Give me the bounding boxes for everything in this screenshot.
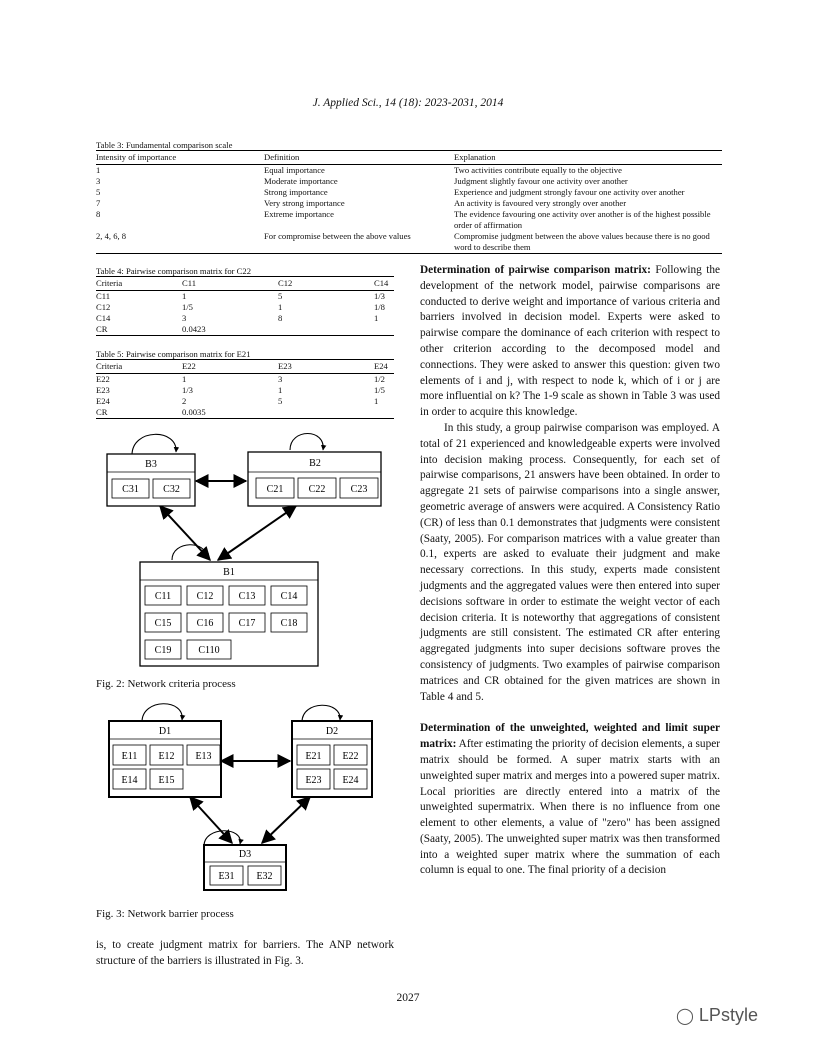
paragraph-text: Following the development of the network model, pairwise comparisons are conducted to derive weight and importance of various criteria and barriers involved in decision model. Experts were asked to pairwise compare the dominance of each criterion with respect to other criterion according to the decomposed model and connections. They were asked to answer this question: given two elements of i and j, with respect to node k, which of i or j are more influential on k? The 1-9 scale as shown in Table 3 was used in order to acquire this knowledge. — [420, 264, 720, 419]
node-item: C15 — [154, 618, 172, 629]
node-title: D3 — [238, 849, 252, 860]
table-cell: 1 — [182, 374, 187, 384]
table-cell: 2 — [182, 396, 187, 406]
table-cell: 5 — [278, 291, 283, 301]
table-cell: 1/2 — [374, 374, 385, 384]
watermark — [676, 1005, 758, 1026]
table-cell: 3 — [278, 374, 283, 384]
figure-3-diagram — [96, 700, 396, 900]
table-row — [96, 165, 722, 177]
table-cell: Experience and judgment strongly favour one activity over another — [454, 187, 685, 197]
table-row — [96, 396, 394, 407]
table-5-caption: Table 5: Pairwise comparison matrix for E21 — [96, 349, 251, 359]
table-4-header: C14 — [374, 277, 394, 291]
table-row — [96, 302, 394, 313]
table-cell: 1 — [182, 291, 187, 301]
table-cell: C11 — [96, 291, 111, 301]
node-item: C12 — [196, 591, 214, 602]
node-item: E31 — [218, 871, 235, 882]
self-loop-arrow — [132, 434, 176, 455]
table-4-caption: Table 4: Pairwise comparison matrix for C22 — [96, 266, 252, 276]
table-3-header: Explanation — [454, 151, 722, 165]
chat-bubble-icon: ◯ — [676, 1008, 694, 1025]
table-5-header: E22 — [182, 360, 278, 374]
table-cell: 5 — [278, 396, 283, 406]
figure-2-caption: Fig. 2: Network criteria process — [96, 678, 236, 690]
node-item: C32 — [163, 484, 180, 495]
arrow-b2-b1 — [218, 506, 296, 560]
table-cell: 1 — [374, 313, 379, 323]
self-loop-arrow — [142, 704, 182, 722]
table-3-caption: Table 3: Fundamental comparison scale — [96, 140, 233, 150]
table-cell: 1/3 — [374, 291, 385, 301]
table-cell: Compromise judgment between the above values because there is no good word to describe them — [454, 231, 722, 254]
table-row — [96, 231, 722, 254]
table-cell: CR — [96, 407, 182, 419]
node-item: C23 — [350, 484, 368, 495]
table-cell: 1 — [278, 385, 283, 395]
node-item: C11 — [154, 591, 172, 602]
table-cell: 7 — [96, 198, 101, 208]
table-cell: E24 — [96, 396, 110, 406]
node-item: C21 — [266, 484, 284, 495]
node-title: B3 — [145, 459, 157, 470]
node-item: C18 — [280, 618, 298, 629]
node-item: E15 — [158, 775, 175, 786]
table-cell: Strong importance — [264, 187, 328, 197]
node-item: E14 — [121, 775, 138, 786]
paragraph: is, to create judgment matrix for barriers. The ANP network structure of the barriers is illustrated in Fig. 3. — [96, 939, 394, 967]
table-cell: 1/5 — [374, 385, 385, 395]
node-item: E12 — [158, 751, 175, 762]
table-5 — [96, 349, 394, 419]
table-cell: 8 — [278, 313, 283, 323]
table-cell — [278, 324, 374, 336]
left-column-text — [96, 938, 394, 970]
arrow-d2-d3 — [262, 797, 310, 843]
node-b1 — [140, 562, 318, 666]
self-loop-arrow — [290, 434, 323, 451]
table-cell: 3 — [182, 313, 187, 323]
node-item: C110 — [198, 645, 220, 656]
node-item: E23 — [305, 775, 322, 786]
watermark-text: LPstyle — [698, 1005, 758, 1025]
node-d3 — [204, 845, 286, 890]
node-item: E24 — [342, 775, 359, 786]
node-item: C22 — [308, 484, 326, 495]
paragraph — [420, 263, 720, 421]
table-cell: Judgment slightly favour one activity over another — [454, 176, 628, 186]
figure-2-diagram — [96, 430, 396, 670]
table-5-header: Criteria — [96, 360, 182, 374]
table-cell: 1 — [374, 396, 379, 406]
section-heading: Determination of pairwise comparison matrix: — [420, 264, 651, 276]
table-cell: 1/3 — [182, 385, 193, 395]
table-4-header: Criteria — [96, 277, 182, 291]
table-5-header: E23 — [278, 360, 374, 374]
table-cell: Extreme importance — [264, 209, 334, 219]
table-row — [96, 209, 722, 231]
node-b3 — [107, 454, 195, 506]
node-b2 — [248, 452, 381, 506]
table-cell: E22 — [96, 374, 110, 384]
self-loop-arrow — [302, 705, 340, 722]
table-cell: The evidence favouring one activity over another is of the highest possible order of affirmation — [454, 209, 711, 230]
table-cell — [278, 407, 374, 419]
table-row — [96, 313, 394, 324]
node-item: C13 — [238, 591, 256, 602]
paragraph — [420, 721, 720, 879]
node-title: B1 — [223, 567, 235, 578]
node-item: C19 — [154, 645, 172, 656]
table-row — [96, 198, 722, 209]
table-4 — [96, 266, 394, 336]
table-row — [96, 324, 394, 336]
table-cell: 8 — [96, 209, 101, 219]
table-cell — [374, 324, 394, 336]
node-item: E22 — [342, 751, 359, 762]
self-loop-arrow — [172, 545, 206, 560]
table-5-header: E24 — [374, 360, 394, 374]
table-cell: 1/8 — [374, 302, 385, 312]
table-cell: 0.0035 — [182, 407, 278, 419]
table-4-header: C12 — [278, 277, 374, 291]
node-item: E13 — [195, 751, 212, 762]
table-row — [96, 374, 394, 386]
table-cell — [374, 407, 394, 419]
arrow-d1-d3 — [190, 797, 232, 843]
node-d2 — [292, 721, 372, 797]
table-cell: C12 — [96, 302, 111, 312]
node-item: C14 — [280, 591, 298, 602]
node-d1 — [109, 721, 221, 797]
arrow-b3-b1 — [160, 506, 210, 560]
paragraph-text: After estimating the priority of decision elements, a super matrix should be formed. A super matrix starts with an unweighted super matrix and merges into a powered super matrix. Local priorities are directly entered into a matrix of the unweighted supermatrix. When there is no influence from one element to other elements, a value of "zero" has been assigned (Saaty, 2005). The unweighted super matrix was then transformed into a weighted super matrix where the summation of each column is equal to one. The final priority of a decision — [420, 738, 720, 877]
figure-3-caption: Fig. 3: Network barrier process — [96, 908, 234, 920]
table-cell: An activity is favoured very strongly over another — [454, 198, 627, 208]
table-cell: 0.0423 — [182, 324, 278, 336]
table-3-header: Definition — [264, 151, 454, 165]
table-row — [96, 187, 722, 198]
page-number: 2027 — [396, 992, 420, 1004]
table-cell: Two activities contribute equally to the objective — [454, 165, 622, 175]
table-cell: For compromise between the above values — [264, 231, 454, 254]
table-cell: 1 — [278, 302, 283, 312]
table-row — [96, 385, 394, 396]
table-cell: 5 — [96, 187, 101, 197]
table-cell: 3 — [96, 176, 101, 186]
node-item: E21 — [305, 751, 322, 762]
table-cell: C14 — [96, 313, 111, 323]
running-header: J. Applied Sci., 14 (18): 2023-2031, 2014 — [312, 97, 504, 109]
node-item: E11 — [121, 751, 138, 762]
table-cell: CR — [96, 324, 182, 336]
table-cell: E23 — [96, 385, 110, 395]
node-title: D2 — [325, 726, 339, 737]
table-cell: Moderate importance — [264, 176, 338, 186]
table-cell: Very strong importance — [264, 198, 345, 208]
paragraph: In this study, a group pairwise comparison was employed. A total of 21 experienced and knowledgeable experts were involved into decision making process. Consequently, for each set of pairwise comparisons, 21 answers have been obtained. In order to aggregate 21 sets of pairwise comparisons into a single answer, geometric average of answers were acquired. A Consistency Ratio (CR) of less than 0.1 demonstrates that judgments were consistent (Saaty, 2005). For comparison matrices with a value greater than 0.1, experts are asked to evaluate their judgment and make necessary corrections. In this study, experts made consistent judgments and the aggregated values were then entered into super decisions software in order to estimate the weight vector of each decision criteria. It is noteworthy that aggregations of consistent judgments are still consistent. The estimated CR after entering aggregated judgments into super decisions software proves the consistency of judgments. Two examples of pairwise comparison matrices and CR obtained for the given matrices are shown in Table 4 and 5. — [420, 421, 720, 703]
node-item: C31 — [122, 484, 139, 495]
table-4-header: C11 — [182, 277, 278, 291]
table-3-header: Intensity of importance — [96, 151, 264, 165]
node-item: E32 — [256, 871, 273, 882]
node-title: B2 — [309, 458, 321, 469]
table-cell: Equal importance — [264, 165, 325, 175]
table-3 — [96, 140, 722, 254]
table-cell: 1 — [96, 165, 101, 175]
table-cell: 2, 4, 6, 8 — [96, 231, 264, 254]
table-row — [96, 407, 394, 419]
right-column-text — [420, 263, 720, 879]
node-title: D1 — [158, 726, 172, 737]
section-heading: Determination of the unweighted, weighted and limit super matrix: — [420, 722, 720, 751]
table-row — [96, 176, 722, 187]
table-row — [96, 291, 394, 303]
node-item: C16 — [196, 618, 214, 629]
node-item: C17 — [238, 618, 256, 629]
table-cell: 1/5 — [182, 302, 193, 312]
